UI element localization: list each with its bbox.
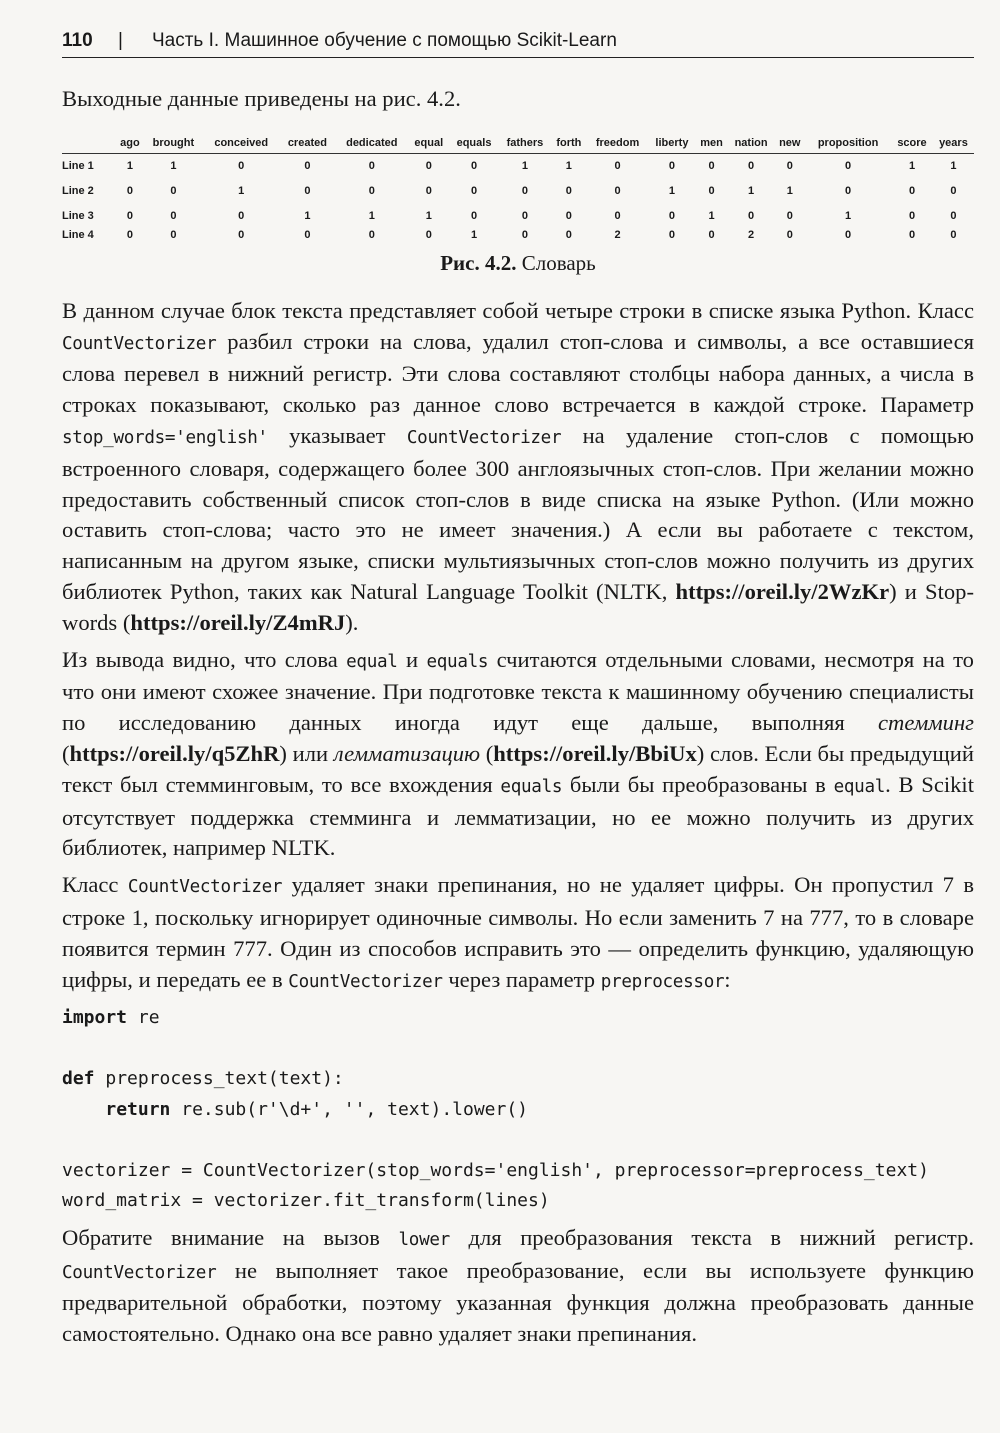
table-cell: 0: [786, 228, 793, 241]
table-cell: 2: [748, 228, 755, 241]
table-cell: 0: [170, 210, 177, 223]
inline-code: CountVectorizer: [288, 971, 443, 992]
caption-label: Рис. 4.2.: [440, 250, 517, 275]
table-cell: 0: [126, 185, 133, 198]
table-cell: 0: [425, 228, 432, 241]
table-cell: 0: [786, 210, 793, 223]
column-header: equal: [408, 137, 449, 154]
table-cell: 0: [614, 210, 621, 223]
table-cell: 0: [950, 210, 957, 223]
column-header: men: [695, 137, 727, 154]
code-listing: import re def preprocess_text(text): return re.sub(r'\d+', '', text).lower() vectorizer = CountVectorizer(stop_words='english', preprocessor=preprocess_text) word_matrix = vectorizer.fit_transform(lines): [62, 1007, 929, 1212]
table-cell: 1: [845, 210, 852, 223]
table-cell: 0: [304, 160, 311, 173]
table-cell: 0: [126, 228, 133, 241]
table-cell: 0: [845, 228, 852, 241]
column-header: ago: [116, 137, 144, 154]
column-header: freedom: [587, 137, 649, 154]
column-header: fathers: [499, 137, 551, 154]
inline-code: lower: [398, 1229, 450, 1250]
table-cell: 0: [565, 210, 572, 223]
table-cell: 0: [748, 210, 755, 223]
table-cell: 0: [614, 185, 621, 198]
table-cell: 0: [908, 210, 916, 223]
table-row: [62, 229, 974, 243]
link-lemmatization[interactable]: https://oreil.ly/BbiUx: [493, 740, 697, 766]
page-number: 110: [62, 30, 93, 51]
table-row: [62, 153, 974, 179]
table-cell: 0: [425, 185, 432, 198]
paragraph-stemming: Из вывода видно, что слова equal и equals считаются отдельными словами, несмотря на то что они имеют схожее значение. При подготовке текста к машинному обучению специалисты по исследованию данных иногда идут еще дальше, выполняя стемминг (https://oreil.ly/q5ZhR) или лемматизацию (https://oreil.ly/BbiUx) слов. Если бы предыдущий текст был стемминговым, то все вхождения equals были бы преобразованы в equal. В Scikit отсутствует поддержка стемминга и лемматизации, но ее можно получить из других библиотек, например NLTK.: [62, 646, 974, 861]
table-cell: 1: [748, 185, 755, 198]
code-keyword: return: [105, 1098, 171, 1120]
row-label: Line 4: [62, 228, 94, 241]
table-cell: 0: [614, 160, 621, 173]
table-cell: 1: [950, 160, 957, 173]
column-header: created: [280, 137, 336, 154]
table-cell: 1: [126, 160, 133, 173]
table-cell: 0: [708, 160, 715, 173]
inline-code: preprocessor: [600, 971, 725, 992]
table-cell: 0: [368, 160, 375, 173]
inline-code: CountVectorizer: [127, 877, 283, 898]
table-cell: 0: [668, 210, 675, 223]
paragraph-countvectorizer: В данном случае блок текста представляет собой четыре строки в списке языка Python. Класс CountVectorizer разбил строки на слова, удалил стоп-слова и символы, а все оставшиеся слова перевел в нижний регистр. Эти слова составляют столбцы набора данных, а числа в строках показывают, сколько раз данное слово встречается в каждой строке. Параметр stop_words='english' указывает CountVectorizer на удаление стоп-слов с помощью встроенного словаря, содержащего более 300 англоязычных стоп-слов. При желании можно предоставить собственный список стоп-слов в виде списка на языке Python. (Или можно оставить стоп-слова; часто это не имеет значения.) А если вы работаете с текстом, написанным на другом языке, списки мультиязычных стоп-слов можно получить из других библиотек Python, таких как Natural Language Toolkit (NLTK, https://oreil.ly/2WzKr) и Stop-words (https://oreil.ly/Z4mRJ).: [62, 297, 974, 635]
link-stop-words[interactable]: https://oreil.ly/Z4mRJ: [130, 609, 346, 635]
table-cell: 0: [950, 228, 957, 241]
inline-code: CountVectorizer: [62, 333, 217, 354]
table-cell: 0: [908, 228, 916, 241]
column-header: new: [775, 137, 805, 154]
table-cell: 0: [304, 228, 311, 241]
table-cell: 0: [565, 185, 572, 198]
table-row: [62, 204, 974, 229]
column-header: years: [933, 137, 974, 154]
link-nltk[interactable]: https://oreil.ly/2WzKr: [675, 578, 890, 604]
table-cell: 0: [238, 160, 245, 173]
table-cell: 0: [708, 228, 715, 241]
row-label: Line 1: [62, 160, 94, 173]
table-cell: 0: [845, 160, 852, 173]
table-cell: 0: [304, 185, 311, 198]
table-cell: 0: [238, 210, 245, 223]
table-cell: 0: [470, 185, 478, 198]
table-cell: 0: [668, 160, 675, 173]
table-cell: 0: [521, 210, 528, 223]
table-cell: 0: [470, 160, 478, 173]
table-cell: 0: [521, 185, 528, 198]
inline-code: equals: [500, 776, 563, 797]
table-cell: 0: [170, 185, 177, 198]
table-cell: 0: [748, 160, 755, 173]
table-cell: 0: [238, 228, 245, 241]
column-header: score: [891, 137, 933, 154]
column-header: dedicated: [335, 137, 408, 154]
term-stemming: стемминг: [878, 710, 974, 736]
paragraph-lower: Обратите внимание на вызов lower для преобразования текста в нижний регистр. CountVectorizer не выполняет такое преобразование, если вы используете функцию предварительной обработки, поэтому указанная функция должна преобразовать данные самостоятельно. Однако она все равно удаляет знаки препинания.: [62, 1224, 974, 1347]
table-cell: 0: [950, 185, 957, 198]
table-corner-cell: [62, 137, 116, 154]
table-cell: 1: [470, 228, 478, 241]
inline-code: CountVectorizer: [406, 427, 562, 448]
table-cell: 1: [908, 160, 916, 173]
code-keyword: import: [62, 1007, 128, 1029]
chapter-title: Часть I. Машинное обучение с помощью Scikit-Learn: [152, 30, 617, 51]
table-cell: 1: [425, 210, 432, 223]
table-cell: 0: [908, 185, 916, 198]
column-header: nation: [728, 137, 775, 154]
inline-code: CountVectorizer: [62, 1262, 217, 1283]
table-cell: 1: [304, 210, 311, 223]
table-cell: 1: [238, 185, 245, 198]
inline-code: equals: [426, 651, 489, 672]
inline-code: equal: [833, 776, 886, 797]
column-header: brought: [144, 137, 203, 154]
row-label: Line 2: [62, 185, 94, 198]
link-stemming[interactable]: https://oreil.ly/q5ZhR: [69, 740, 280, 766]
column-header: proposition: [805, 137, 891, 154]
table-cell: 1: [708, 210, 715, 223]
table-cell: 1: [521, 160, 528, 173]
caption-text: Словарь: [516, 250, 596, 275]
table-cell: 0: [126, 210, 133, 223]
row-label: Line 3: [62, 210, 94, 223]
table-cell: 0: [521, 228, 528, 241]
table-cell: 1: [668, 185, 675, 198]
table-row: [62, 179, 974, 204]
table-cell: 0: [786, 160, 793, 173]
book-page: [62, 30, 974, 1356]
table-cell: 0: [368, 185, 375, 198]
inline-code: stop_words='english': [62, 427, 268, 448]
column-header: liberty: [648, 137, 695, 154]
header-separator: |: [118, 30, 123, 51]
table-cell: 0: [565, 228, 572, 241]
table-cell: 0: [708, 185, 715, 198]
table-cell: 0: [170, 228, 177, 241]
table-cell: 0: [425, 160, 432, 173]
inline-code: equal: [346, 651, 398, 672]
column-header: conceived: [203, 137, 280, 154]
vocabulary-table: [62, 137, 974, 243]
table-cell: 0: [368, 228, 375, 241]
paragraph-digits: Класс CountVectorizer удаляет знаки препинания, но не удаляет цифры. Он пропустил 7 в строке 1, поскольку игнорирует одиночные символы. Но если заменить 7 на 777, то в словаре появится термин 777. Один из способов исправить это — определить функцию, удаляющую цифры, и передать ее в CountVectorizer через параметр preprocessor:: [62, 872, 975, 992]
table-cell: 1: [170, 160, 177, 173]
figure-caption: [62, 251, 974, 276]
column-header: forth: [551, 137, 587, 154]
column-header: equals: [449, 137, 499, 154]
table-cell: 1: [368, 210, 375, 223]
figure-vocabulary: [62, 137, 974, 276]
table-cell: 1: [565, 160, 572, 173]
code-line: word_matrix = vectorizer.fit_transform(lines): [62, 1190, 550, 1212]
term-lemmatization: лемматизацию: [333, 740, 481, 766]
table-header-row: [62, 137, 974, 154]
running-header: [62, 30, 974, 58]
table-cell: 1: [786, 185, 793, 198]
code-keyword: def: [62, 1068, 95, 1090]
table-cell: 0: [845, 185, 852, 198]
table-cell: 2: [614, 228, 621, 241]
intro-paragraph: Выходные данные приведены на рис. 4.2.: [62, 86, 461, 111]
table-cell: 0: [470, 210, 478, 223]
code-line: vectorizer = CountVectorizer(stop_words='english', preprocessor=preprocess_text): [62, 1159, 929, 1181]
table-cell: 0: [668, 228, 675, 241]
